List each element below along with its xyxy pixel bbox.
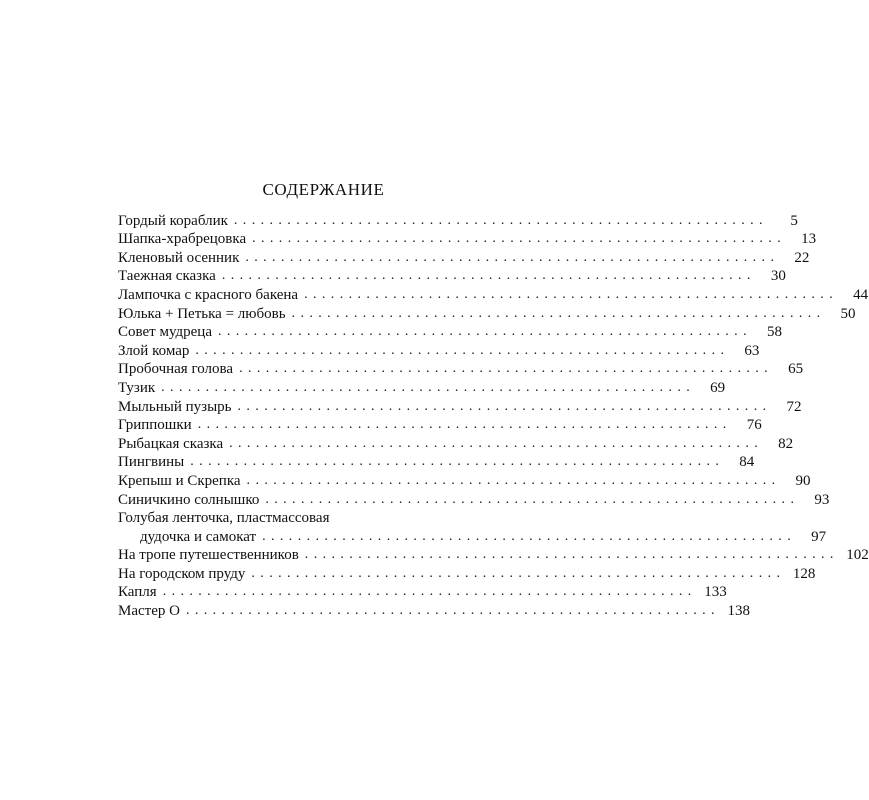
- toc-leader-dots: ............................................................: [161, 379, 696, 395]
- toc-entry-page: 5: [790, 212, 798, 229]
- toc-entry-page: 63: [744, 342, 760, 359]
- toc-entry: [118, 378, 726, 397]
- toc-leader-dots: ............................................................: [233, 212, 768, 228]
- toc-entry: [118, 583, 727, 602]
- toc-entry-title: Рыбацкая сказка: [118, 435, 224, 452]
- toc-entry: [118, 546, 869, 565]
- toc-leader-dots: ............................................................: [304, 286, 839, 302]
- toc-leader-dots: ............................................................: [190, 454, 725, 470]
- toc-entry: [118, 323, 782, 342]
- toc-entry: [118, 397, 802, 416]
- toc-entry: [118, 211, 798, 230]
- toc-leader-dots: ............................................................: [185, 603, 720, 619]
- toc-entry: [118, 248, 810, 267]
- toc-entry: [118, 564, 816, 583]
- toc-entry-title: дудочка и самокат: [140, 528, 257, 545]
- toc-entry-page: 93: [814, 491, 830, 508]
- toc-entry: [118, 490, 830, 509]
- toc-entry-page: 44: [853, 286, 869, 303]
- toc-entry-title: Синичкино солнышко: [118, 491, 260, 508]
- toc-entry: [118, 267, 786, 286]
- toc-list: [118, 211, 869, 620]
- toc-entry-page: 65: [788, 361, 804, 378]
- toc-leader-dots: ............................................................: [251, 565, 786, 581]
- toc-entry: [118, 341, 760, 360]
- toc-leader-dots: ............................................................: [246, 472, 781, 488]
- toc-leader-dots: ............................................................: [237, 398, 772, 414]
- toc-entry-page: 76: [746, 417, 762, 434]
- toc-entry-page: 69: [710, 379, 726, 396]
- toc-entry-title: Крепыш и Скрепка: [118, 472, 241, 489]
- toc-entry-title: Юлька + Петька = любовь: [118, 305, 286, 322]
- toc-entry: [118, 360, 804, 379]
- toc-leader-dots: ............................................................: [162, 584, 697, 600]
- toc-entry-page: 82: [778, 435, 794, 452]
- toc-entry-title: Пингвины: [118, 454, 185, 471]
- toc-entry-page: 58: [766, 324, 782, 341]
- toc-entry-page: 13: [801, 231, 817, 248]
- toc-entry-title: Пробочная голова: [118, 361, 234, 378]
- toc-entry-page: 50: [840, 305, 856, 322]
- toc-entry: [118, 509, 528, 528]
- toc-entry-page: 128: [792, 565, 816, 582]
- toc-heading: СОДЕРЖАНИЕ: [262, 180, 385, 199]
- toc-entry: [118, 453, 755, 472]
- toc-leader-dots: ............................................................: [239, 361, 774, 377]
- toc-leader-dots: ............................................................: [217, 324, 752, 340]
- toc-entry-page: 133: [704, 584, 727, 601]
- toc-entry-title: Мыльный пузырь: [118, 398, 232, 415]
- toc-entry-title: Тузик: [118, 379, 156, 396]
- toc-leader-dots: ............................................................: [245, 249, 780, 265]
- toc-entry: [118, 285, 869, 304]
- toc-leader-dots: ............................................................: [265, 491, 800, 507]
- toc-leader-dots: ............................................................: [195, 342, 730, 358]
- toc-entry-page: 97: [811, 528, 827, 545]
- toc-entry: [118, 230, 817, 249]
- toc-entry-page: 102: [846, 547, 869, 564]
- toc-entry-title: На городском пруду: [118, 565, 246, 582]
- toc-entry-title: Таежная сказка: [118, 268, 216, 285]
- toc-leader-dots: ............................................................: [262, 528, 797, 544]
- toc-entry-page: 72: [786, 398, 802, 415]
- toc-entry: [118, 416, 762, 435]
- toc-entry-title: Мастер О: [118, 603, 180, 620]
- toc-leader-dots: ............................................................: [221, 268, 756, 284]
- toc-entry: [118, 304, 856, 323]
- toc-entry-page: 30: [770, 268, 786, 285]
- toc-leader-dots: ............................................................: [291, 305, 826, 321]
- toc-entry-title: Голубая ленточка, пластмассовая: [118, 510, 330, 527]
- toc-entry-title: На тропе путешественников: [118, 547, 299, 564]
- toc-entry-page: 138: [727, 603, 750, 620]
- toc-entry-title: Совет мудреца: [118, 324, 212, 341]
- toc-entry: [118, 527, 827, 546]
- toc-leader-dots: ............................................................: [304, 547, 839, 563]
- toc-entry: [118, 471, 811, 490]
- toc-entry-title: Гриппошки: [118, 417, 192, 434]
- toc-entry-title: Злой комар: [118, 342, 190, 359]
- toc-leader-dots: ............................................................: [197, 417, 732, 433]
- toc-leader-dots: ............................................................: [252, 231, 787, 247]
- toc-entry-title: Капля: [118, 584, 157, 601]
- toc-entry-title: Кленовый осенник: [118, 249, 240, 266]
- toc-entry-page: 22: [794, 249, 810, 266]
- toc-entry-page: 90: [795, 472, 811, 489]
- toc-entry-title: Гордый кораблик: [118, 212, 228, 229]
- toc-entry-page: 84: [739, 454, 755, 471]
- toc-entry-title: Шапка-храбрецовка: [118, 231, 247, 248]
- toc-leader-dots: ............................................................: [229, 435, 764, 451]
- toc-entry-title: Лампочка с красного бакена: [118, 286, 299, 303]
- toc-entry: [118, 601, 750, 620]
- toc-entry: [118, 434, 794, 453]
